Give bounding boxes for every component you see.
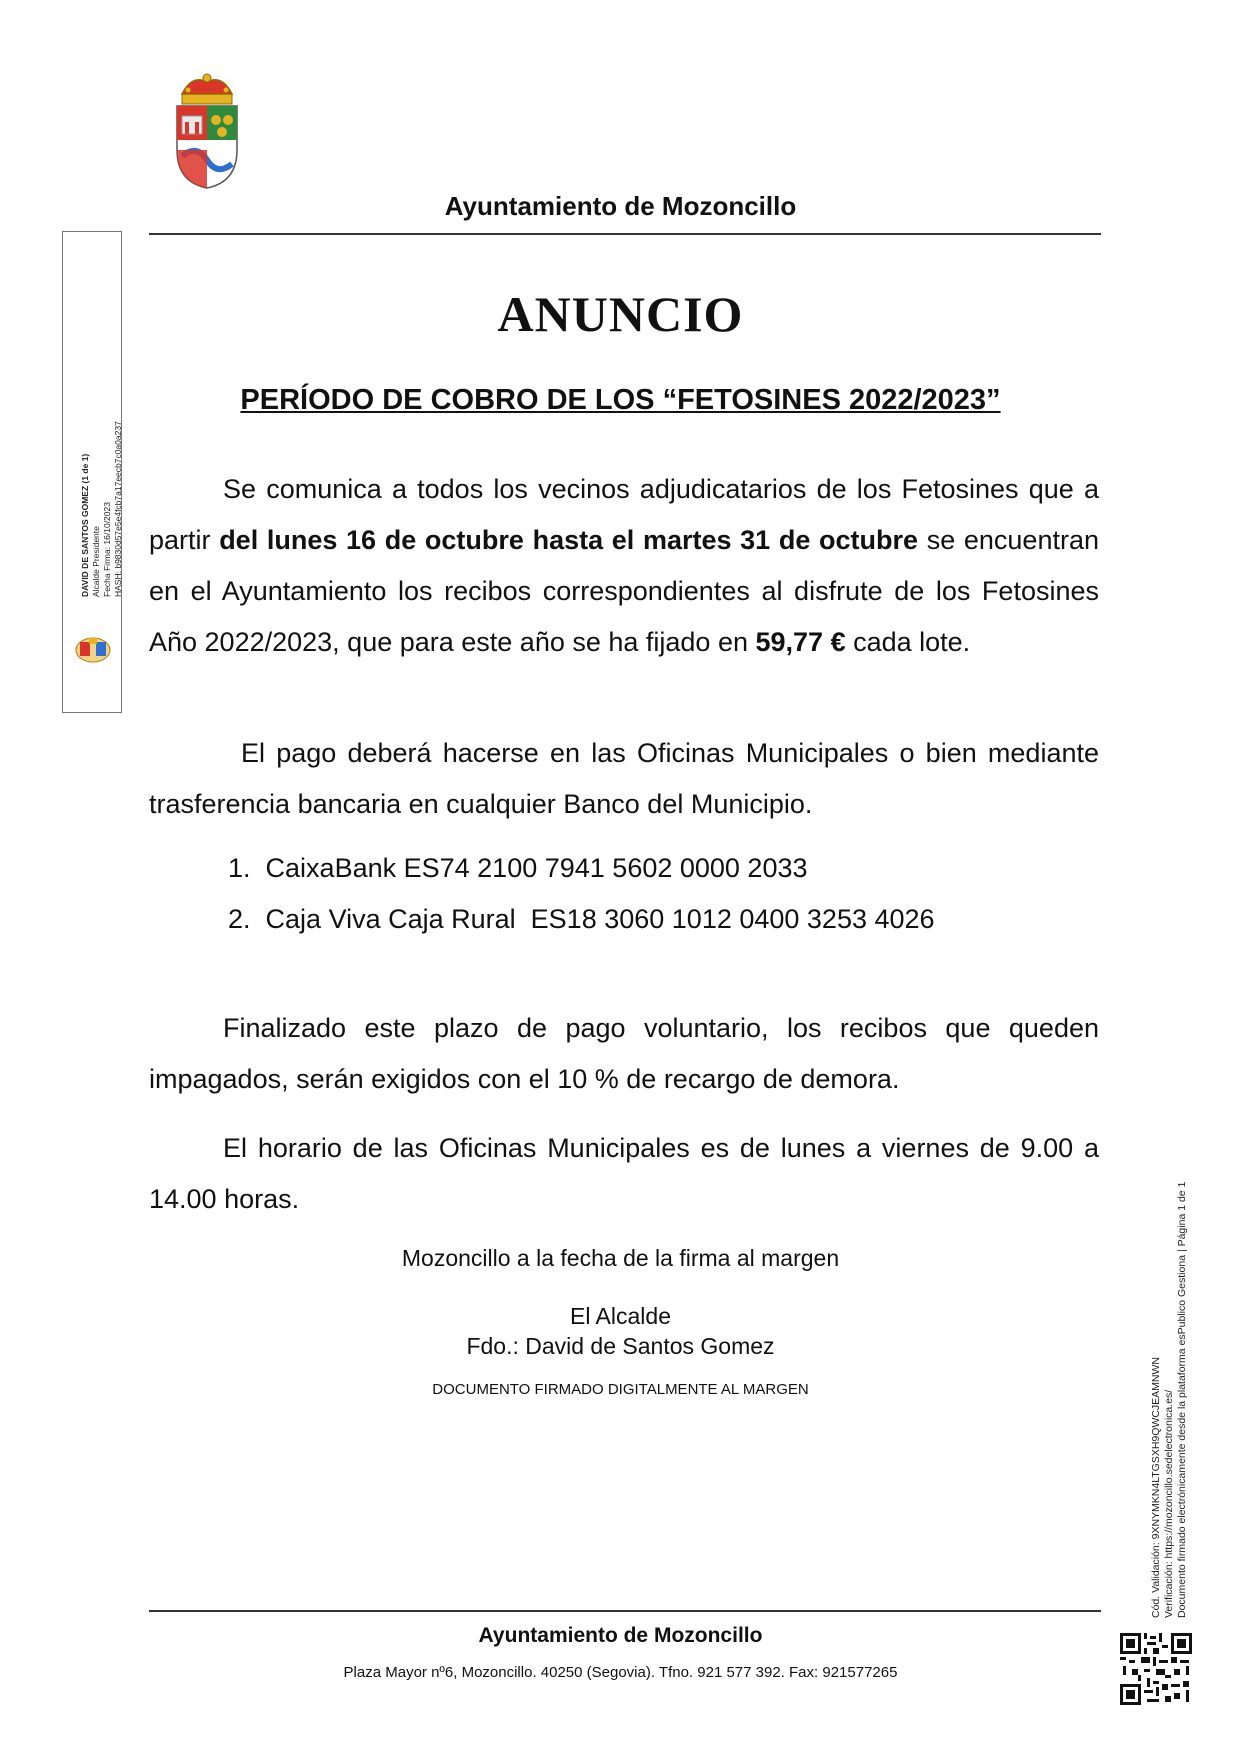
list-item-number: 2. <box>228 904 251 934</box>
qr-code-icon <box>1120 1633 1192 1705</box>
bank-account-list <box>228 843 1098 945</box>
verification-url: Verificación: https://mozoncillo.sedelectronica.es/ <box>1163 1389 1175 1618</box>
header-organization: Ayuntamiento de Mozoncillo <box>444 191 797 221</box>
signature-line-hash: HASH: b9830d57e5e4fcb7a17eecb7c0a0a237 <box>113 421 123 597</box>
paragraph4-text: El horario de las Oficinas Municipales es de lunes a viernes de 9.00 a 14.00 horas. <box>149 1133 1099 1214</box>
document-subtitle: PERÍODO DE COBRO DE LOS “FETOSINES 2022/2023” <box>240 384 1001 416</box>
list-item-number: 1. <box>228 853 251 883</box>
verification-code: Cód. Validación: 9XNYMKN4LTGSXH9QWCJEAMNWN <box>1150 1356 1162 1618</box>
paragraph1-price: 59,77 € <box>755 627 846 657</box>
paragraph-surcharge <box>149 1003 1099 1105</box>
signer-role: El Alcalde <box>569 1303 671 1329</box>
list-item-text: Caja Viva Caja Rural ES18 3060 1012 0400 3253 4026 <box>265 904 935 934</box>
paragraph1-part3: cada lote. <box>845 627 971 657</box>
coat-of-arms-icon <box>172 72 242 190</box>
footer-organization: Ayuntamiento de Mozoncillo <box>478 1624 763 1647</box>
digital-signature-note: DOCUMENTO FIRMADO DIGITALMENTE AL MARGEN <box>432 1381 809 1398</box>
paragraph1-part2: se encuentran en el Ayuntamiento los recibos correspondientes al disfrute de los Fetosines Año 2022/2023, que para este año se ha fijado en <box>149 525 1099 657</box>
verification-text-block <box>1150 1181 1188 1628</box>
paragraph1-dates: del lunes 16 de octubre hasta el martes 31 de octubre <box>219 525 919 555</box>
document-title: ANUNCIO <box>497 286 744 342</box>
verification-platform: Documento firmado electrónicamente desde la plataforma esPublico Gestiona | Página 1 de 1 <box>1176 1181 1188 1618</box>
coat-of-arms-seal-icon <box>75 634 111 664</box>
paragraph-payment <box>149 728 1099 830</box>
signer-name: Fdo.: David de Santos Gomez <box>466 1333 775 1359</box>
list-item <box>228 894 1098 945</box>
footer-address: Plaza Mayor nº6, Mozoncillo. 40250 (Segovia). Tfno. 921 577 392. Fax: 921577265 <box>343 1664 898 1681</box>
signature-line-date: Fecha Firma: 16/10/2023 <box>102 502 112 597</box>
footer-divider <box>149 1610 1101 1612</box>
paragraph-announcement <box>149 464 1099 668</box>
list-item-text: CaixaBank ES74 2100 7941 5602 0000 2033 <box>265 853 808 883</box>
signature-line-role: Alcalde Presidente <box>91 526 101 597</box>
paragraph1-part1: Se comunica a todos los vecinos adjudicatarios de los Fetosines que a partir <box>149 474 1099 555</box>
header-divider <box>149 233 1101 235</box>
paragraph2-text: El pago deberá hacerse en las Oficinas Municipales o bien mediante trasferencia bancaria en cualquier Banco del Municipio. <box>149 738 1099 819</box>
list-item <box>228 843 1098 894</box>
signature-line-signer: DAVID DE SANTOS GOMEZ (1 de 1) <box>80 453 90 597</box>
paragraph-office-hours <box>149 1123 1099 1225</box>
paragraph3-text: Finalizado este plazo de pago voluntario, los recibos que queden impagados, serán exigidos con el 10 % de recargo de demora. <box>149 1013 1099 1094</box>
place-date: Mozoncillo a la fecha de la firma al margen <box>401 1245 840 1271</box>
